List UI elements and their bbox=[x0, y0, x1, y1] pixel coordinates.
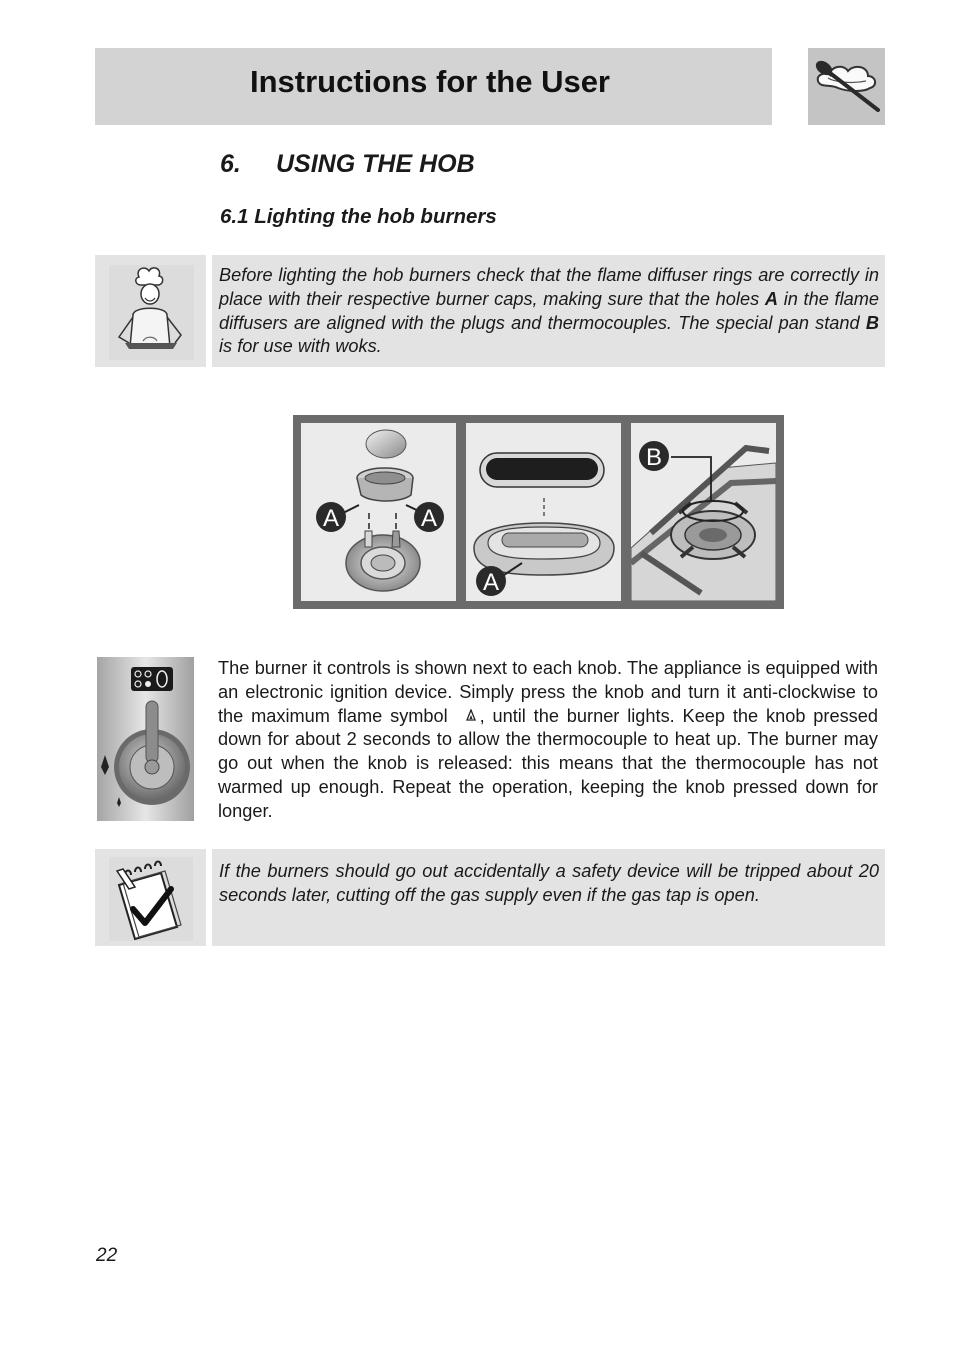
figure-panel-wok-stand bbox=[631, 423, 776, 601]
note1-text-part: in the flame diffusers are aligned with the plugs and thermocouples. The special pan stand bbox=[219, 288, 879, 333]
note1-icon-box bbox=[95, 255, 206, 367]
oval-burner-illustration bbox=[466, 423, 621, 601]
body-paragraph bbox=[218, 657, 878, 824]
note1-text bbox=[219, 264, 879, 359]
note2-text: If the burners should go out accidentally a safety device will be tripped about 20 seconds later, cutting off the gas supply even if the gas tap is open. bbox=[219, 861, 879, 905]
section-number: 6. bbox=[220, 150, 241, 178]
note1-text-part: Before lighting the hob burners check that the flame diffuser rings are correctly in place with their respective burner caps, making sure that the holes bbox=[219, 265, 879, 309]
flame-symbol-icon bbox=[464, 709, 478, 723]
chef-icon bbox=[95, 255, 206, 367]
label-b-text: B bbox=[645, 444, 663, 471]
label-a-text: A bbox=[482, 569, 500, 596]
section-title-text: USING THE HOB bbox=[276, 150, 475, 178]
logo bbox=[808, 48, 885, 125]
burner-assembly-illustration bbox=[301, 423, 456, 601]
subsection-title: 6.1 Lighting the hob burners bbox=[220, 205, 497, 228]
knob-icon bbox=[97, 657, 194, 821]
notepad-check-icon bbox=[95, 849, 206, 946]
spoon-chef-hat-icon bbox=[808, 48, 885, 125]
page-number: 22 bbox=[96, 1245, 118, 1266]
note1-label-b: B bbox=[865, 312, 879, 333]
figure-panel-burner-assembly bbox=[301, 423, 456, 601]
figure-panel-oval-burner bbox=[466, 423, 621, 601]
label-a-text: A bbox=[420, 505, 438, 532]
body-text-part: The burner it controls is shown next to each knob. The appliance is equipped with an electronic ignition device. Simply press the knob and turn it anti-clockwise to the maximum flame symbol bbox=[218, 658, 878, 726]
label-a-text: A bbox=[322, 505, 340, 532]
wok-pan-stand-illustration bbox=[631, 423, 776, 601]
note1-text-part: is for use with woks. bbox=[219, 336, 382, 357]
section-title bbox=[220, 150, 475, 179]
page-header-title: Instructions for the User bbox=[250, 64, 610, 99]
note2-icon-box bbox=[95, 849, 206, 946]
knob-illustration bbox=[97, 657, 194, 821]
burner-figure bbox=[293, 415, 784, 609]
body-text-part: , until the burner lights. Keep the knob pressed down for about 2 seconds to allow the thermocouple to heat up. The burner may go out when the knob is released: this means that the thermocouple has not warmed up enough. Repeat the operation, keeping the knob pressed down for longer. bbox=[218, 705, 878, 821]
note1-label-a: A bbox=[764, 288, 778, 309]
